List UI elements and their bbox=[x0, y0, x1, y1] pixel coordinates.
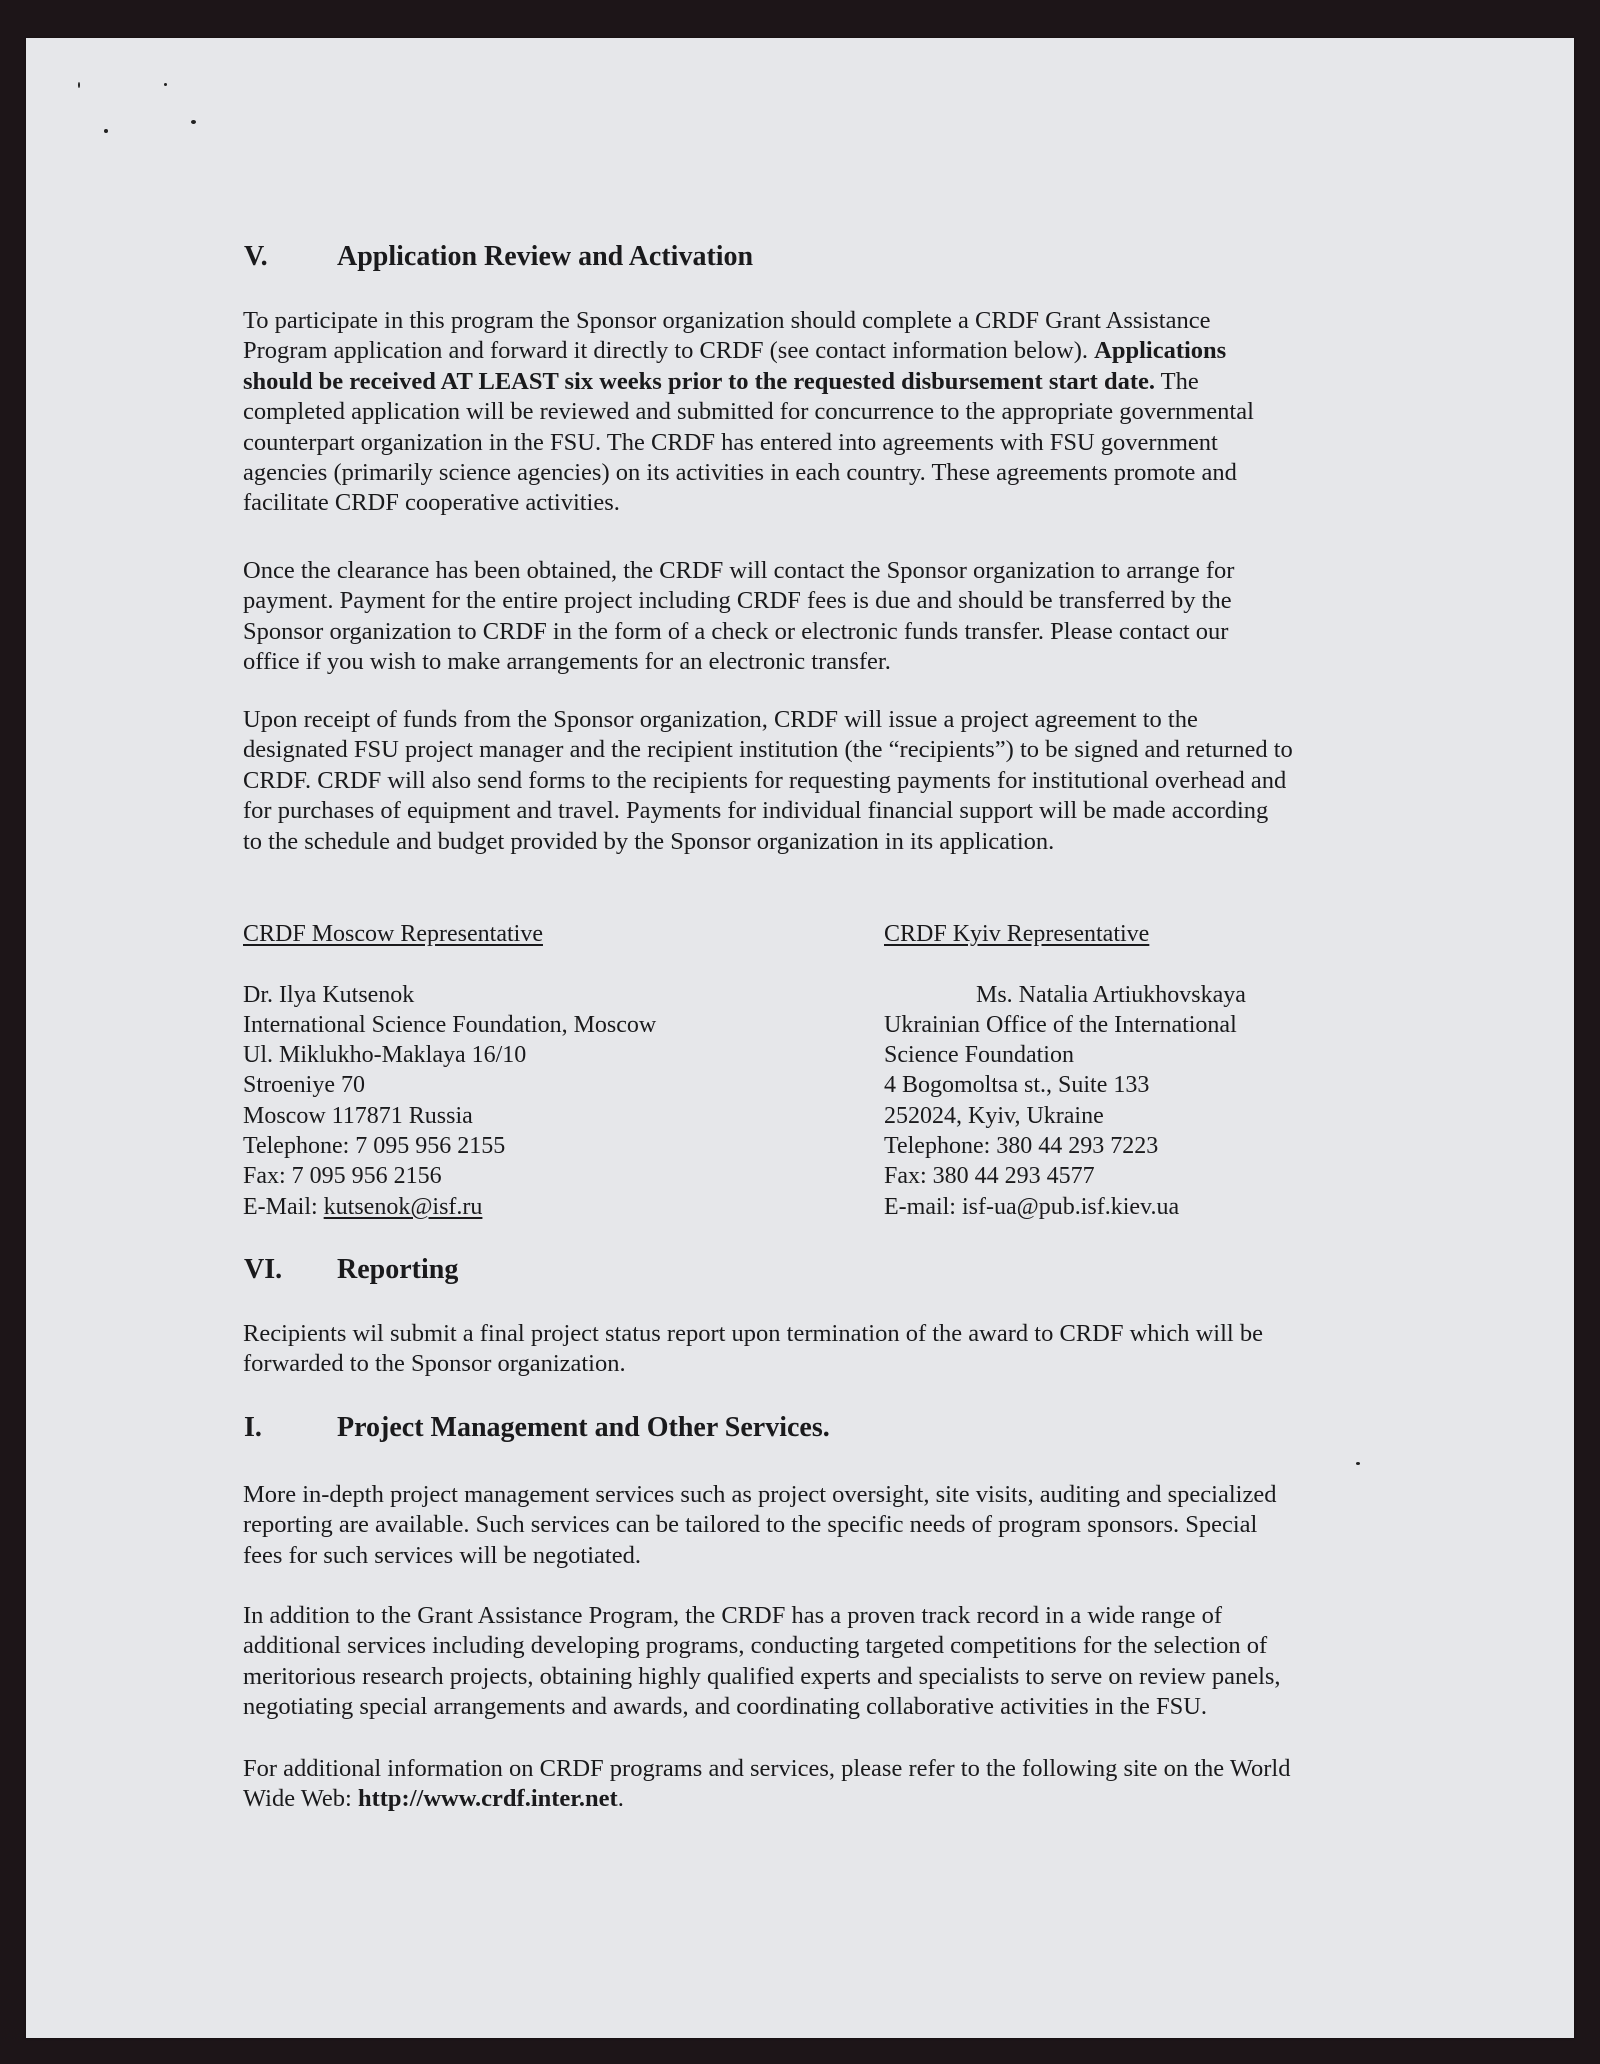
moscow-contact-header: CRDF Moscow Representative bbox=[243, 921, 543, 947]
text-line: To participate in this program the Sponsor organization should complete a CRDF Grant Assistance bbox=[243, 307, 1211, 334]
text-fragment: . bbox=[617, 1785, 624, 1813]
text-fragment: Program application and forward it directly to CRDF (see contact information below). bbox=[243, 337, 1095, 365]
section-vi-number: VI. bbox=[244, 1254, 283, 1285]
moscow-contact-block bbox=[243, 919, 656, 1222]
address-line: International Science Foundation, Moscow bbox=[243, 1011, 657, 1038]
address-line: 4 Bogomoltsa st., Suite 133 bbox=[884, 1072, 1150, 1099]
section-i-paragraph-1 bbox=[243, 1480, 1373, 1571]
text-line bbox=[243, 367, 1373, 397]
scan-artifact bbox=[191, 120, 196, 124]
text-line: fees for such services will be negotiated. bbox=[243, 1541, 641, 1569]
text-line: designated FSU project manager and the recipient institution (the “recipients”) to be signed and returned to bbox=[243, 736, 1293, 764]
text-line bbox=[243, 1784, 1373, 1814]
telephone-line: Telephone: 7 095 956 2155 bbox=[243, 1133, 506, 1160]
section-i-paragraph-3 bbox=[243, 1754, 1373, 1815]
text-line: agencies (primarily science agencies) on its activities in each country. These agreements promote and bbox=[243, 459, 1237, 487]
section-v-number: V. bbox=[244, 241, 268, 272]
text-line: For additional information on CRDF programs and services, please refer to the following site on the World bbox=[243, 1755, 1291, 1782]
moscow-email-link[interactable]: kutsenok@isf.ru bbox=[323, 1193, 483, 1220]
text-line: office if you wish to make arrangements for an electronic transfer. bbox=[243, 648, 891, 676]
fax-line: Fax: 7 095 956 2156 bbox=[243, 1163, 442, 1190]
text-line: to the schedule and budget provided by the Sponsor organization in its application. bbox=[243, 827, 1055, 855]
section-v-paragraph-1 bbox=[243, 306, 1373, 519]
crdf-website-link[interactable]: http://www.crdf.inter.net bbox=[357, 1785, 618, 1813]
text-line: More in-depth project management services such as project oversight, site visits, auditing and specialized bbox=[243, 1481, 1277, 1508]
text-line: negotiating special arrangements and awards, and coordinating collaborative activities in the FSU. bbox=[243, 1693, 1208, 1721]
text-line: reporting are available. Such services can be tailored to the specific needs of program sponsors. Special bbox=[243, 1511, 1258, 1539]
address-line: Stroeniye 70 bbox=[243, 1072, 365, 1099]
section-i-heading bbox=[244, 1412, 830, 1444]
section-v-heading bbox=[244, 241, 753, 273]
scan-artifact bbox=[1356, 1462, 1360, 1465]
address-line: Ul. Miklukho-Maklaya 16/10 bbox=[243, 1042, 527, 1069]
text-line: payment. Payment for the entire project including CRDF fees is due and should be transferred by the bbox=[243, 587, 1232, 615]
text-line: for purchases of equipment and travel. Payments for individual financial support will be made according bbox=[243, 797, 1269, 825]
text-line: Recipients wil submit a final project status report upon termination of the award to CRDF which will be bbox=[243, 1320, 1263, 1347]
telephone-line: Telephone: 380 44 293 7223 bbox=[884, 1133, 1159, 1160]
text-line: Sponsor organization to CRDF in the form of a check or electronic funds transfer. Please contact our bbox=[243, 617, 1229, 645]
email-line bbox=[243, 1192, 656, 1222]
section-vi-paragraph bbox=[243, 1319, 1373, 1380]
address-line: 252024, Kyiv, Ukraine bbox=[884, 1102, 1104, 1129]
kyiv-email-link[interactable]: isf-ua@pub.isf.kiev.ua bbox=[961, 1193, 1180, 1220]
address-line: Science Foundation bbox=[884, 1042, 1074, 1069]
text-line: meritorious research projects, obtaining highly qualified experts and specialists to serve on review panels, bbox=[243, 1662, 1281, 1690]
text-fragment: The bbox=[1154, 367, 1199, 395]
section-v-paragraph-2 bbox=[243, 556, 1373, 678]
section-v-title: Application Review and Activation bbox=[337, 241, 754, 272]
section-i-paragraph-2 bbox=[243, 1601, 1373, 1723]
scan-artifact bbox=[78, 82, 80, 88]
section-vi-title: Reporting bbox=[337, 1254, 459, 1285]
text-line: Once the clearance has been obtained, the CRDF will contact the Sponsor organization to arrange for bbox=[243, 557, 1235, 584]
deadline-emphasis: should be received AT LEAST six weeks prior to the requested disbursement start date. bbox=[243, 367, 1155, 395]
address-line: Ukrainian Office of the International bbox=[884, 1011, 1237, 1038]
text-line: Upon receipt of funds from the Sponsor organization, CRDF will issue a project agreement to the bbox=[243, 706, 1198, 733]
text-line bbox=[243, 336, 1373, 366]
moscow-contact-name: Dr. Ilya Kutsenok bbox=[243, 981, 415, 1008]
email-label: E-Mail: bbox=[243, 1193, 324, 1220]
text-line: CRDF. CRDF will also send forms to the recipients for requesting payments for institutional overhead and bbox=[243, 766, 1287, 794]
text-line: completed application will be reviewed and submitted for concurrence to the appropriate governmental bbox=[243, 398, 1254, 426]
text-line: additional services including developing programs, conducting targeted competitions for the selection of bbox=[243, 1632, 1268, 1660]
kyiv-contact-header: CRDF Kyiv Representative bbox=[884, 921, 1150, 947]
text-line: forwarded to the Sponsor organization. bbox=[243, 1350, 626, 1378]
section-vi-heading bbox=[244, 1254, 458, 1286]
text-fragment: Wide Web: bbox=[243, 1785, 358, 1813]
emphasis-text: Applications bbox=[1094, 337, 1227, 365]
section-i-title: Project Management and Other Services. bbox=[337, 1412, 830, 1443]
address-line: Moscow 117871 Russia bbox=[243, 1102, 473, 1129]
text-line: In addition to the Grant Assistance Program, the CRDF has a proven track record in a wide range of bbox=[243, 1602, 1223, 1629]
kyiv-contact-block bbox=[884, 919, 1246, 1222]
email-label: E-mail: bbox=[884, 1193, 962, 1220]
kyiv-contact-name: Ms. Natalia Artiukhovskaya bbox=[976, 981, 1246, 1008]
scan-artifact bbox=[164, 83, 167, 86]
section-i-number: I. bbox=[244, 1412, 262, 1443]
text-line: facilitate CRDF cooperative activities. bbox=[243, 489, 620, 517]
email-line bbox=[884, 1192, 1246, 1222]
section-v-paragraph-3 bbox=[243, 705, 1373, 857]
fax-line: Fax: 380 44 293 4577 bbox=[884, 1163, 1095, 1190]
text-line: counterpart organization in the FSU. The CRDF has entered into agreements with FSU government bbox=[243, 428, 1218, 456]
scan-artifact bbox=[104, 129, 108, 133]
